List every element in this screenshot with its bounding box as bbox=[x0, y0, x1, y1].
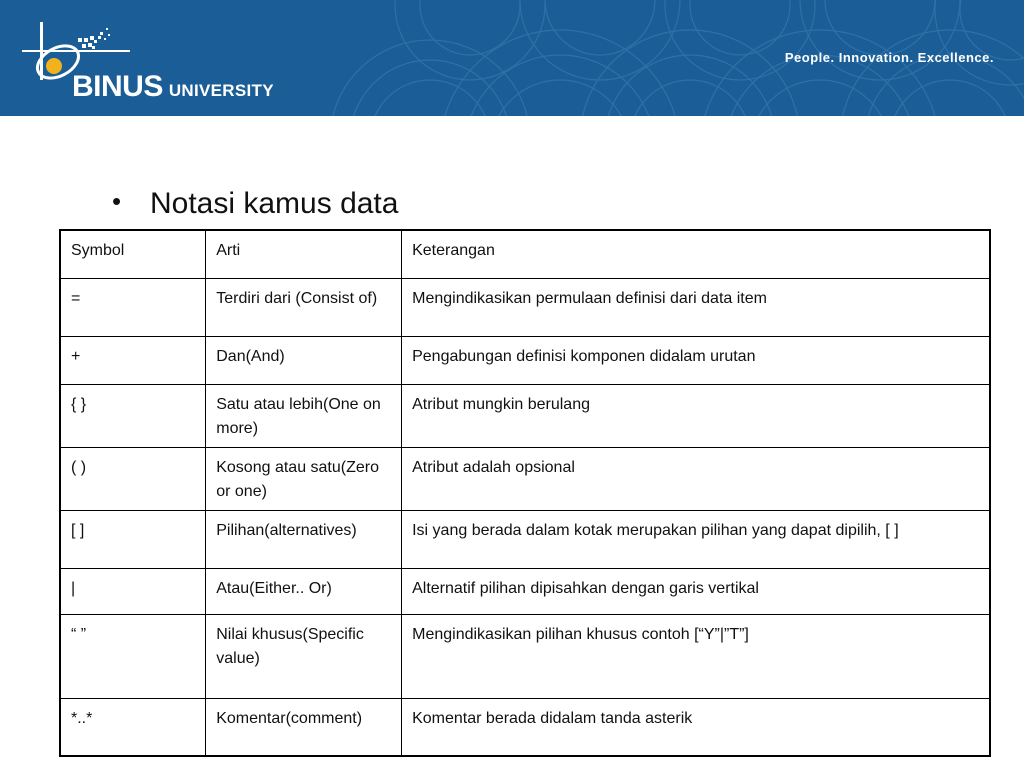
tagline: People. Innovation. Excellence. bbox=[784, 50, 994, 65]
keterangan-cell: Mengindikasikan permulaan definisi dari data item bbox=[402, 278, 990, 336]
arti-cell: Pilihan(alternatives) bbox=[206, 510, 402, 568]
table-row bbox=[60, 384, 990, 447]
symbol-cell: + bbox=[60, 336, 206, 384]
table-row bbox=[60, 336, 990, 384]
arti-cell: Dan(And) bbox=[206, 336, 402, 384]
symbol-cell: *..* bbox=[60, 698, 206, 756]
header-cell-keterangan: Keterangan bbox=[402, 230, 990, 278]
bullet-icon: • bbox=[112, 186, 122, 216]
slide-bullet bbox=[112, 186, 398, 221]
logo-brand-text: BINUS bbox=[72, 70, 163, 103]
header-cell-arti: Arti bbox=[206, 230, 402, 278]
arti-cell: Komentar(comment) bbox=[206, 698, 402, 756]
symbol-cell: | bbox=[60, 568, 206, 614]
keterangan-cell: Mengindikasikan pilihan khusus contoh [“Y”|”T”] bbox=[402, 614, 990, 698]
symbol-cell: ( ) bbox=[60, 447, 206, 510]
header-cell-symbol: Symbol bbox=[60, 230, 206, 278]
arti-cell: Kosong atau satu(Zero or one) bbox=[206, 447, 402, 510]
data-dictionary-table bbox=[59, 229, 991, 757]
table-header-row bbox=[60, 230, 990, 278]
table-row bbox=[60, 614, 990, 698]
header-banner bbox=[0, 0, 1024, 116]
arti-cell: Satu atau lebih(One on more) bbox=[206, 384, 402, 447]
arti-cell: Nilai khusus(Specific value) bbox=[206, 614, 402, 698]
table-row bbox=[60, 447, 990, 510]
logo-wordmark bbox=[72, 70, 274, 104]
symbol-cell: { } bbox=[60, 384, 206, 447]
table-row bbox=[60, 278, 990, 336]
binus-logo bbox=[22, 16, 302, 106]
keterangan-cell: Komentar berada didalam tanda asterik bbox=[402, 698, 990, 756]
slide-heading: Notasi kamus data bbox=[150, 187, 399, 220]
keterangan-cell: Atribut mungkin berulang bbox=[402, 384, 990, 447]
table-row bbox=[60, 510, 990, 568]
keterangan-cell: Atribut adalah opsional bbox=[402, 447, 990, 510]
table-row bbox=[60, 698, 990, 756]
keterangan-cell: Isi yang berada dalam kotak merupakan pilihan yang dapat dipilih, [ ] bbox=[402, 510, 990, 568]
symbol-cell: = bbox=[60, 278, 206, 336]
symbol-cell: [ ] bbox=[60, 510, 206, 568]
arti-cell: Atau(Either.. Or) bbox=[206, 568, 402, 614]
table-row bbox=[60, 568, 990, 614]
keterangan-cell: Pengabungan definisi komponen didalam urutan bbox=[402, 336, 990, 384]
logo-university-text: UNIVERSITY bbox=[168, 81, 274, 100]
arti-cell: Terdiri dari (Consist of) bbox=[206, 278, 402, 336]
keterangan-cell: Alternatif pilihan dipisahkan dengan garis vertikal bbox=[402, 568, 990, 614]
symbol-cell: “ ” bbox=[60, 614, 206, 698]
